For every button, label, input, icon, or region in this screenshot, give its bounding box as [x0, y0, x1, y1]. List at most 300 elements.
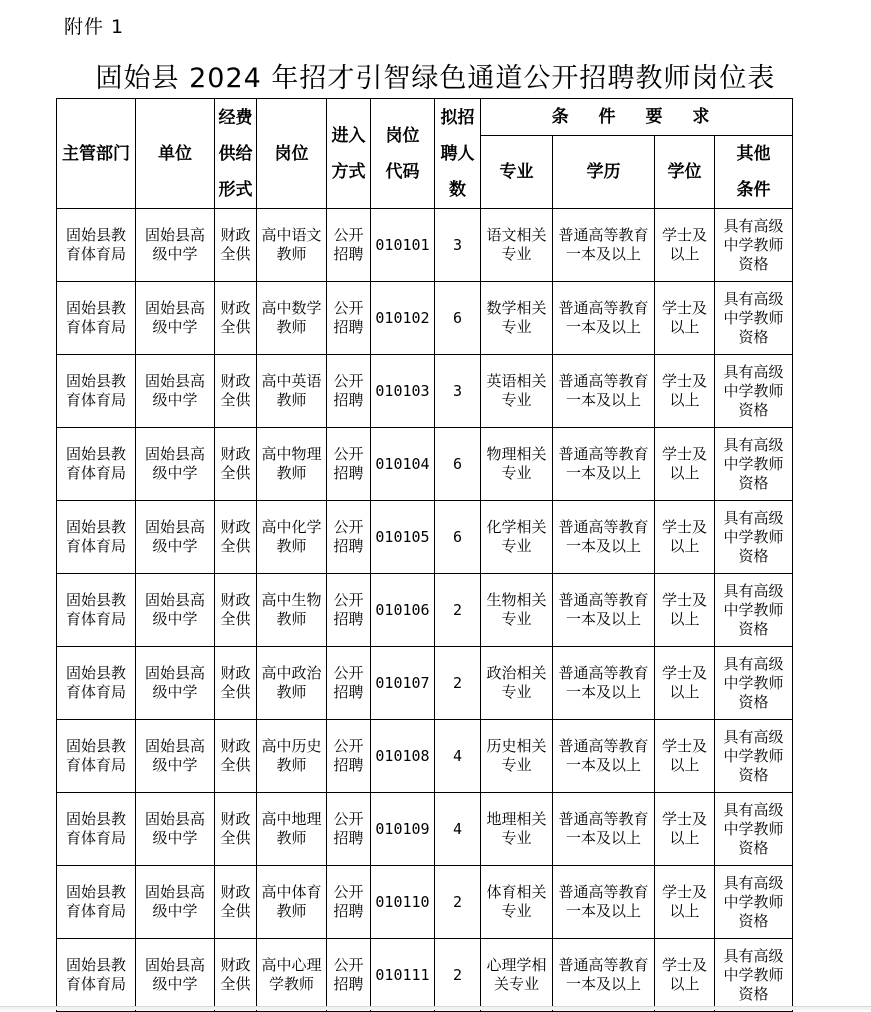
cell-major-line: 历史相关 — [486, 737, 547, 755]
cell-post — [257, 428, 327, 501]
page-bottom-divider — [0, 1006, 871, 1010]
cell-unit — [136, 720, 215, 793]
cell-degree-line: 以上 — [669, 902, 700, 920]
cell-unit-line: 固始县高 — [144, 883, 205, 901]
table-row — [57, 282, 793, 355]
cell-other-line: 中学教师 — [723, 819, 784, 838]
cell-unit — [136, 866, 215, 939]
cell-dept-line: 固始县教 — [65, 445, 126, 463]
table-row — [57, 428, 793, 501]
cell-dept-line: 固始县教 — [65, 810, 126, 828]
cell-unit-line: 级中学 — [152, 829, 198, 847]
cell-code: 010101 — [371, 209, 435, 282]
cell-count: 3 — [435, 355, 481, 428]
cell-major-line: 专业 — [501, 829, 532, 847]
cell-major-line: 专业 — [501, 902, 532, 920]
cell-method — [327, 647, 371, 720]
cell-other-line: 中学教师 — [723, 965, 784, 984]
cell-other-line: 中学教师 — [723, 454, 784, 473]
cell-funding-line: 财政 — [220, 664, 251, 682]
cell-other-line: 资格 — [738, 400, 769, 419]
cell-post-line: 教师 — [276, 683, 307, 701]
cell-post-line: 教师 — [276, 464, 307, 482]
cell-funding-line: 财政 — [220, 372, 251, 390]
cell-education-line: 普通高等教育 — [558, 883, 649, 901]
cell-method — [327, 355, 371, 428]
cell-unit — [136, 939, 215, 1012]
cell-method-line: 招聘 — [333, 683, 364, 701]
cell-method-line: 招聘 — [333, 610, 364, 628]
cell-unit-line: 级中学 — [152, 464, 198, 482]
cell-major-line: 专业 — [501, 610, 532, 628]
cell-unit-line: 级中学 — [152, 318, 198, 336]
cell-method — [327, 866, 371, 939]
cell-funding-line: 财政 — [220, 591, 251, 609]
cell-degree-line: 以上 — [669, 756, 700, 774]
cell-post — [257, 793, 327, 866]
cell-education-line: 一本及以上 — [565, 318, 641, 336]
cell-funding — [215, 209, 257, 282]
col-header-funding — [215, 99, 257, 209]
cell-method-line: 招聘 — [333, 464, 364, 482]
cell-funding-line: 全供 — [220, 537, 251, 555]
cell-major — [481, 209, 553, 282]
cell-funding-line: 全供 — [220, 683, 251, 701]
cell-other — [715, 793, 793, 866]
cell-other-line: 中学教师 — [723, 892, 784, 911]
cell-code: 010108 — [371, 720, 435, 793]
cell-other-line: 具有高级 — [723, 946, 784, 965]
cell-post-line: 教师 — [276, 756, 307, 774]
cell-code: 010103 — [371, 355, 435, 428]
cell-education — [553, 355, 655, 428]
cell-dept-line: 育体育局 — [65, 391, 126, 409]
cell-dept-line: 固始县教 — [65, 591, 126, 609]
cell-education-line: 一本及以上 — [565, 902, 641, 920]
cell-major — [481, 428, 553, 501]
cell-education-line: 普通高等教育 — [558, 518, 649, 536]
cell-degree — [655, 939, 715, 1012]
table-row — [57, 501, 793, 574]
cell-major-line: 专业 — [501, 464, 532, 482]
cell-count: 3 — [435, 209, 481, 282]
cell-unit-line: 固始县高 — [144, 299, 205, 317]
cell-education — [553, 501, 655, 574]
cell-dept-line: 固始县教 — [65, 883, 126, 901]
cell-funding — [215, 355, 257, 428]
col-header-method-line: 进入 — [331, 125, 366, 146]
cell-major — [481, 866, 553, 939]
cell-major — [481, 501, 553, 574]
cell-unit — [136, 647, 215, 720]
cell-other — [715, 866, 793, 939]
cell-count: 2 — [435, 866, 481, 939]
cell-funding-line: 全供 — [220, 464, 251, 482]
cell-degree — [655, 501, 715, 574]
cell-funding — [215, 939, 257, 1012]
cell-other-line: 资格 — [738, 765, 769, 784]
cell-other — [715, 282, 793, 355]
cell-post-line: 教师 — [276, 391, 307, 409]
cell-education-line: 一本及以上 — [565, 683, 641, 701]
cell-dept-line: 固始县教 — [65, 737, 126, 755]
cell-method-line: 招聘 — [333, 391, 364, 409]
cell-funding — [215, 720, 257, 793]
cell-post-line: 高中心理 — [261, 956, 322, 974]
cell-major-line: 心理学相 — [486, 956, 547, 974]
cell-other-line: 中学教师 — [723, 600, 784, 619]
cell-method-line: 公开 — [333, 810, 364, 828]
cell-dept-line: 育体育局 — [65, 756, 126, 774]
cell-education-line: 普通高等教育 — [558, 810, 649, 828]
cell-post-line: 高中生物 — [261, 591, 322, 609]
cell-major-line: 专业 — [501, 391, 532, 409]
cell-funding-line: 全供 — [220, 975, 251, 993]
cell-degree — [655, 428, 715, 501]
cell-education-line: 普通高等教育 — [558, 664, 649, 682]
cell-method-line: 公开 — [333, 518, 364, 536]
cell-post — [257, 939, 327, 1012]
col-header-post: 岗位 — [257, 99, 327, 209]
cell-education — [553, 209, 655, 282]
cell-major-line: 语文相关 — [486, 226, 547, 244]
cell-funding-line: 全供 — [220, 245, 251, 263]
cell-other — [715, 647, 793, 720]
cell-method-line: 招聘 — [333, 537, 364, 555]
cell-degree-line: 学士及 — [661, 737, 707, 755]
cell-other — [715, 355, 793, 428]
cell-degree-line: 学士及 — [661, 518, 707, 536]
cell-post-line: 高中地理 — [261, 810, 322, 828]
cell-dept — [57, 939, 136, 1012]
cell-other-line: 资格 — [738, 984, 769, 1003]
col-header-count-line: 聘人 — [440, 143, 475, 164]
cell-method-line: 公开 — [333, 226, 364, 244]
cell-dept-line: 育体育局 — [65, 902, 126, 920]
cell-method — [327, 793, 371, 866]
cell-other-line: 资格 — [738, 254, 769, 273]
cell-code: 010104 — [371, 428, 435, 501]
cell-major-line: 体育相关 — [486, 883, 547, 901]
cell-unit-line: 固始县高 — [144, 226, 205, 244]
cell-post — [257, 355, 327, 428]
cell-method-line: 公开 — [333, 664, 364, 682]
cell-funding-line: 全供 — [220, 610, 251, 628]
cell-degree — [655, 574, 715, 647]
cell-education-line: 普通高等教育 — [558, 299, 649, 317]
cell-education-line: 普通高等教育 — [558, 737, 649, 755]
cell-degree — [655, 647, 715, 720]
cell-dept — [57, 866, 136, 939]
cell-education-line: 一本及以上 — [565, 975, 641, 993]
cell-major-line: 专业 — [501, 245, 532, 263]
cell-unit-line: 级中学 — [152, 975, 198, 993]
cell-post-line: 高中物理 — [261, 445, 322, 463]
cell-major-line: 物理相关 — [486, 445, 547, 463]
cell-education-line: 一本及以上 — [565, 829, 641, 847]
cell-other-line: 资格 — [738, 619, 769, 638]
cell-major-line: 政治相关 — [486, 664, 547, 682]
cell-unit-line: 固始县高 — [144, 518, 205, 536]
cell-other — [715, 720, 793, 793]
cell-method — [327, 282, 371, 355]
cell-degree-line: 学士及 — [661, 299, 707, 317]
cell-dept — [57, 793, 136, 866]
cell-other-line: 资格 — [738, 546, 769, 565]
cell-count: 2 — [435, 647, 481, 720]
cell-degree — [655, 209, 715, 282]
cell-education-line: 一本及以上 — [565, 391, 641, 409]
recruitment-table — [56, 98, 793, 1012]
cell-dept-line: 育体育局 — [65, 318, 126, 336]
table-row — [57, 866, 793, 939]
cell-major-line: 数学相关 — [486, 299, 547, 317]
col-header-funding-line: 经费 — [218, 107, 253, 128]
attachment-label: 附件 1 — [64, 16, 125, 38]
cell-code: 010110 — [371, 866, 435, 939]
cell-degree-line: 学士及 — [661, 445, 707, 463]
cell-unit — [136, 574, 215, 647]
cell-other-line: 具有高级 — [723, 508, 784, 527]
cell-post-line: 高中数学 — [261, 299, 322, 317]
cell-dept-line: 育体育局 — [65, 537, 126, 555]
cell-funding-line: 全供 — [220, 829, 251, 847]
cell-funding-line: 全供 — [220, 391, 251, 409]
col-header-method — [327, 99, 371, 209]
col-header-education: 学历 — [553, 136, 655, 209]
cell-degree-line: 以上 — [669, 245, 700, 263]
col-header-count — [435, 99, 481, 209]
cell-count: 6 — [435, 501, 481, 574]
cell-count: 2 — [435, 939, 481, 1012]
cell-other-line: 资格 — [738, 327, 769, 346]
cell-dept — [57, 647, 136, 720]
cell-funding — [215, 793, 257, 866]
col-header-major: 专业 — [481, 136, 553, 209]
cell-post-line: 教师 — [276, 318, 307, 336]
cell-method-line: 招聘 — [333, 902, 364, 920]
cell-unit-line: 级中学 — [152, 610, 198, 628]
table-body — [57, 209, 793, 1012]
cell-unit-line: 级中学 — [152, 391, 198, 409]
cell-method-line: 公开 — [333, 883, 364, 901]
cell-degree-line: 以上 — [669, 537, 700, 555]
cell-post-line: 教师 — [276, 537, 307, 555]
cell-funding-line: 财政 — [220, 226, 251, 244]
cell-method-line: 招聘 — [333, 756, 364, 774]
cell-major — [481, 647, 553, 720]
cell-funding — [215, 282, 257, 355]
cell-method — [327, 209, 371, 282]
cell-code: 010111 — [371, 939, 435, 1012]
cell-education — [553, 428, 655, 501]
cell-dept-line: 固始县教 — [65, 299, 126, 317]
cell-dept — [57, 720, 136, 793]
cell-other — [715, 428, 793, 501]
cell-funding-line: 全供 — [220, 902, 251, 920]
cell-degree-line: 以上 — [669, 683, 700, 701]
cell-method — [327, 428, 371, 501]
table-row — [57, 209, 793, 282]
cell-other-line: 具有高级 — [723, 216, 784, 235]
cell-education-line: 普通高等教育 — [558, 956, 649, 974]
col-header-other-line: 其他 — [736, 144, 771, 164]
cell-degree — [655, 355, 715, 428]
cell-post — [257, 574, 327, 647]
cell-major-line: 地理相关 — [486, 810, 547, 828]
cell-count: 4 — [435, 793, 481, 866]
col-header-unit: 单位 — [136, 99, 215, 209]
cell-degree — [655, 793, 715, 866]
cell-education — [553, 574, 655, 647]
cell-dept-line: 育体育局 — [65, 829, 126, 847]
cell-other-line: 具有高级 — [723, 362, 784, 381]
cell-method — [327, 501, 371, 574]
cell-unit-line: 级中学 — [152, 756, 198, 774]
cell-education — [553, 647, 655, 720]
cell-dept-line: 固始县教 — [65, 956, 126, 974]
cell-education-line: 普通高等教育 — [558, 445, 649, 463]
cell-method-line: 公开 — [333, 445, 364, 463]
cell-method-line: 公开 — [333, 737, 364, 755]
cell-funding — [215, 428, 257, 501]
cell-funding-line: 财政 — [220, 956, 251, 974]
cell-degree-line: 学士及 — [661, 664, 707, 682]
cell-funding-line: 全供 — [220, 318, 251, 336]
cell-other-line: 具有高级 — [723, 654, 784, 673]
cell-major-line: 专业 — [501, 537, 532, 555]
cell-unit-line: 固始县高 — [144, 372, 205, 390]
cell-education-line: 一本及以上 — [565, 537, 641, 555]
cell-unit-line: 固始县高 — [144, 664, 205, 682]
cell-dept-line: 育体育局 — [65, 610, 126, 628]
cell-unit — [136, 793, 215, 866]
cell-major — [481, 574, 553, 647]
cell-funding-line: 财政 — [220, 445, 251, 463]
cell-post — [257, 866, 327, 939]
cell-code: 010107 — [371, 647, 435, 720]
cell-major-line: 化学相关 — [486, 518, 547, 536]
cell-post-line: 学教师 — [268, 975, 314, 993]
cell-other-line: 具有高级 — [723, 435, 784, 454]
cell-degree — [655, 720, 715, 793]
cell-education — [553, 939, 655, 1012]
page-title: 固始县 2024 年招才引智绿色通道公开招聘教师岗位表 — [95, 63, 776, 94]
cell-post-line: 高中政治 — [261, 664, 322, 682]
cell-dept-line: 固始县教 — [65, 226, 126, 244]
cell-method — [327, 720, 371, 793]
col-header-other-line: 条件 — [736, 180, 771, 200]
cell-other-line: 资格 — [738, 473, 769, 492]
cell-unit — [136, 209, 215, 282]
cell-education — [553, 282, 655, 355]
cell-degree-line: 以上 — [669, 318, 700, 336]
cell-dept-line: 固始县教 — [65, 372, 126, 390]
cell-other-line: 资格 — [738, 911, 769, 930]
cell-funding — [215, 866, 257, 939]
cell-unit — [136, 282, 215, 355]
cell-unit — [136, 355, 215, 428]
cell-education — [553, 866, 655, 939]
cell-method-line: 公开 — [333, 956, 364, 974]
cell-degree — [655, 866, 715, 939]
col-header-count-line: 数 — [449, 179, 466, 200]
cell-dept-line: 固始县教 — [65, 518, 126, 536]
cell-post-line: 教师 — [276, 829, 307, 847]
col-header-count-line: 拟招 — [440, 107, 475, 128]
cell-degree-line: 以上 — [669, 464, 700, 482]
cell-degree-line: 学士及 — [661, 956, 707, 974]
cell-count: 4 — [435, 720, 481, 793]
cell-unit-line: 级中学 — [152, 245, 198, 263]
cell-degree-line: 学士及 — [661, 226, 707, 244]
table-row — [57, 720, 793, 793]
cell-funding-line: 财政 — [220, 299, 251, 317]
cell-funding-line: 财政 — [220, 518, 251, 536]
cell-other-line: 具有高级 — [723, 800, 784, 819]
cell-post — [257, 720, 327, 793]
cell-other-line: 中学教师 — [723, 673, 784, 692]
cell-funding-line: 财政 — [220, 810, 251, 828]
cell-other — [715, 939, 793, 1012]
cell-education-line: 一本及以上 — [565, 464, 641, 482]
cell-dept — [57, 355, 136, 428]
cell-other — [715, 501, 793, 574]
cell-other-line: 具有高级 — [723, 289, 784, 308]
cell-dept-line: 固始县教 — [65, 664, 126, 682]
cell-funding — [215, 501, 257, 574]
table-row — [57, 647, 793, 720]
cell-funding-line: 财政 — [220, 737, 251, 755]
table-row — [57, 793, 793, 866]
cell-education — [553, 793, 655, 866]
cell-dept-line: 育体育局 — [65, 464, 126, 482]
cell-degree-line: 学士及 — [661, 591, 707, 609]
cell-degree-line: 学士及 — [661, 810, 707, 828]
cell-dept — [57, 282, 136, 355]
cell-other-line: 具有高级 — [723, 581, 784, 600]
cell-dept-line: 育体育局 — [65, 245, 126, 263]
cell-dept — [57, 209, 136, 282]
cell-major — [481, 939, 553, 1012]
cell-major-line: 英语相关 — [486, 372, 547, 390]
cell-code: 010105 — [371, 501, 435, 574]
cell-degree — [655, 282, 715, 355]
col-header-conditions: 条 件 要 求 — [481, 99, 793, 136]
cell-unit-line: 固始县高 — [144, 445, 205, 463]
cell-post-line: 高中历史 — [261, 737, 322, 755]
cell-dept — [57, 428, 136, 501]
cell-post — [257, 282, 327, 355]
cell-count: 6 — [435, 428, 481, 501]
cell-post — [257, 647, 327, 720]
cell-major — [481, 355, 553, 428]
cell-education-line: 一本及以上 — [565, 610, 641, 628]
cell-other — [715, 574, 793, 647]
cell-education-line: 普通高等教育 — [558, 591, 649, 609]
cell-count: 2 — [435, 574, 481, 647]
cell-code: 010102 — [371, 282, 435, 355]
cell-major-line: 专业 — [501, 683, 532, 701]
cell-unit — [136, 428, 215, 501]
cell-code: 010109 — [371, 793, 435, 866]
cell-post-line: 教师 — [276, 902, 307, 920]
cell-funding — [215, 647, 257, 720]
cell-post — [257, 501, 327, 574]
table-row — [57, 574, 793, 647]
cell-method-line: 公开 — [333, 591, 364, 609]
cell-dept — [57, 574, 136, 647]
